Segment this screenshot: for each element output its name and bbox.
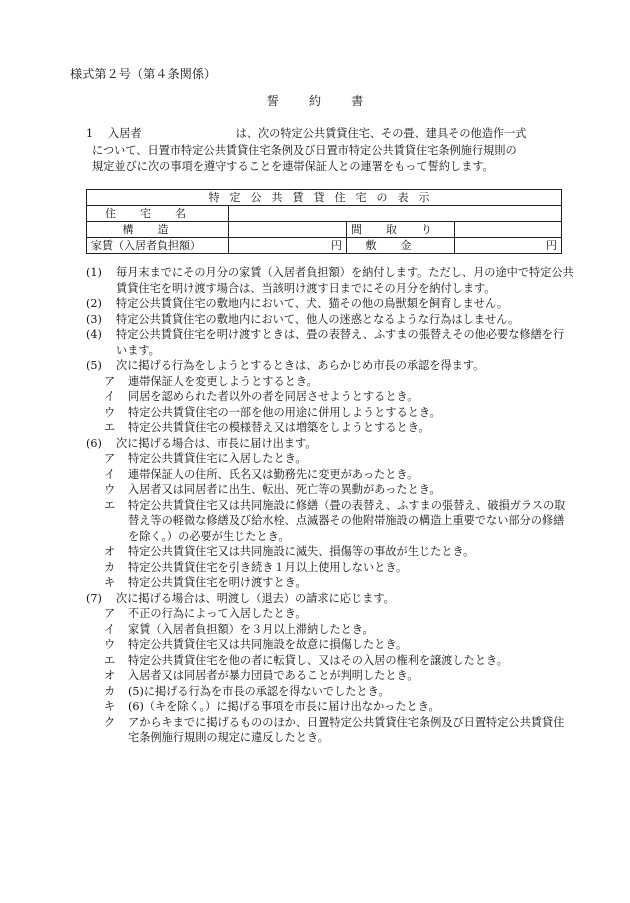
condition-subitem xyxy=(104,715,574,746)
condition-subitem-label: ク xyxy=(104,715,116,729)
condition-subitem-label: ア xyxy=(104,374,116,388)
condition-item-text: 次に掲げる場合は、市長に届け出ます。 xyxy=(116,436,317,450)
condition-subitem xyxy=(104,637,574,653)
condition-subitem-text: 特定公共賃貸住宅の一部を他の用途に併用しようとするとき。 xyxy=(128,405,441,419)
condition-subitem-text: 連帯保証人の住所、氏名又は勤務先に変更があったとき。 xyxy=(128,467,419,481)
condition-subitem xyxy=(104,575,574,591)
condition-item-text: 次に掲げる場合は、明渡し（退去）の請求に応じます。 xyxy=(116,591,395,605)
condition-item-label: (2) xyxy=(86,297,102,310)
condition-item-text: 毎月末までにその月分の家賃（入居者負担額）を納付します。ただし、月の途中で特定公共賃貸住宅を明け渡す場合は、当該明け渡す日までにその月分を納付します。 xyxy=(116,266,574,295)
condition-subitem-text: アからキまでに掲げるもののほか、日置特定公共賃貸住宅条例及び日置特定公共賃貸住宅条例施行規則の規定に違反したとき。 xyxy=(128,715,565,744)
condition-subitem xyxy=(104,405,574,421)
condition-item-label: (7) xyxy=(86,591,102,605)
condition-subitem xyxy=(104,451,574,467)
condition-subitem-text: 連帯保証人を変更しようとするとき。 xyxy=(128,374,318,388)
condition-item xyxy=(86,327,574,358)
condition-item-label: (6) xyxy=(86,436,102,450)
condition-subitem xyxy=(104,653,574,669)
condition-item-label: (1) xyxy=(86,266,102,279)
condition-item xyxy=(86,265,574,296)
condition-subitem xyxy=(104,622,574,638)
condition-subitem-label: エ xyxy=(104,653,116,667)
address-label: 住宅名 xyxy=(87,206,229,222)
condition-subitem-text: 入居者又は同居者が暴力団員であることが判明したとき。 xyxy=(128,669,419,682)
condition-subitem xyxy=(104,699,574,715)
condition-item-text: 特定公共賃貸住宅の敷地内において、他人の迷惑となるような行為はしません。 xyxy=(116,312,520,326)
intro-line-3: 規定並びに次の事項を遵守することを連帯保証人との連署をもって誓約します。 xyxy=(92,160,494,174)
condition-subitem-text: 不正の行為によって入居したとき。 xyxy=(128,607,307,620)
condition-item xyxy=(86,436,574,452)
condition-subitem-label: イ xyxy=(104,390,116,403)
condition-subitem-text: 特定公共賃貸住宅の模様替え又は増築をしようとするとき。 xyxy=(128,421,430,434)
intro-text-1: は、次の特定公共賃貸住宅、その畳、建具その他造作一式 xyxy=(235,127,527,140)
condition-subitem-text: 特定公共賃貸住宅又は共同施設を故意に損傷したとき。 xyxy=(128,638,408,651)
condition-subitem-text: 特定公共賃貸住宅を引き続き１月以上使用しないとき。 xyxy=(128,560,408,574)
structure-label: 構造 xyxy=(87,222,229,238)
table-heading: 特定公共賃貸住宅の表示 xyxy=(87,190,562,206)
condition-subitem-label: イ xyxy=(104,467,116,481)
intro-line-2: について、日置市特定公共賃貸住宅条例及び日置市特定公共賃貸住宅条例施行規則の xyxy=(92,143,517,157)
rent-label: 家賃（入居者負担額） xyxy=(87,238,229,254)
conditions-list xyxy=(86,265,574,746)
condition-subitem xyxy=(104,668,574,684)
intro-paragraph xyxy=(78,126,572,176)
condition-item-label: (5) xyxy=(86,359,102,372)
layout-label: 間取り xyxy=(347,222,455,238)
condition-item xyxy=(86,296,574,312)
deposit-label: 敷金 xyxy=(347,238,455,254)
condition-item-label: (3) xyxy=(86,312,102,326)
condition-subitem-label: ウ xyxy=(104,405,116,419)
deposit-unit[interactable]: 円 xyxy=(455,238,562,254)
condition-item xyxy=(86,358,574,374)
condition-subitem-label: ア xyxy=(104,607,116,620)
condition-subitem-text: 特定公共賃貸住宅を明け渡すとき。 xyxy=(128,576,307,589)
condition-subitem-label: エ xyxy=(104,421,116,434)
condition-subitem xyxy=(104,498,574,545)
structure-value[interactable] xyxy=(229,222,347,238)
condition-subitem-text: 入居者又は同居者に出生、転出、死亡等の異動があったとき。 xyxy=(128,483,441,496)
condition-subitem-label: エ xyxy=(104,498,116,512)
condition-subitem-label: ウ xyxy=(104,638,116,651)
intro-number: 1 xyxy=(86,127,94,140)
condition-subitem-label: オ xyxy=(104,669,116,682)
condition-subitem-label: ア xyxy=(104,452,116,465)
rent-unit[interactable]: 円 xyxy=(229,238,347,254)
condition-subitem xyxy=(104,544,574,560)
address-value[interactable] xyxy=(229,206,562,222)
condition-subitem xyxy=(104,374,574,390)
condition-subitem xyxy=(104,606,574,622)
condition-subitem-text: 特定公共賃貸住宅又は共同施設に滅失、損傷等の事故が生じたとき。 xyxy=(128,545,475,558)
condition-subitem-text: 家賃（入居者負担額）を３月以上滞納したとき。 xyxy=(128,622,374,636)
intro-line-1 xyxy=(78,126,572,143)
condition-item xyxy=(86,312,574,328)
condition-subitem xyxy=(104,482,574,498)
condition-subitem xyxy=(104,560,574,576)
document-title: 誓約書 xyxy=(266,94,394,108)
condition-subitem-text: (6)（キを除く。）に掲げる事項を市長に届け出なかったとき。 xyxy=(128,700,440,713)
condition-subitem-text: 同居を認められた者以外の者を同居させようとするとき。 xyxy=(128,390,419,403)
form-number: 様式第２号（第４条関係） xyxy=(70,67,217,81)
condition-subitem-label: ウ xyxy=(104,483,116,496)
condition-subitem-label: カ xyxy=(104,560,116,574)
condition-subitem-text: 特定公共賃貸住宅又は共同施設に修繕（畳の表替え、ふすまの張替え、破損ガラスの取替え等の軽微な修繕及び給水栓、点滅器その他附帯施設の構造上重要でない部分の修繕を除く。）の必要が生じたとき。 xyxy=(128,498,566,543)
condition-subitem-text: (5)に掲げる行為を市長の承認を得ないでしたとき。 xyxy=(128,684,390,698)
condition-item xyxy=(86,591,574,607)
condition-subitem xyxy=(104,420,574,436)
condition-item-text: 特定公共賃貸住宅を明け渡すときは、畳の表替え、ふすまの張替えその他必要な修繕を行います。 xyxy=(116,328,565,357)
condition-subitem-label: カ xyxy=(104,684,116,698)
condition-item-text: 次に掲げる行為をしようとするときは、あらかじめ市長の承認を得ます。 xyxy=(116,359,485,372)
condition-subitem-label: キ xyxy=(104,576,116,589)
condition-subitem-text: 特定公共賃貸住宅を他の者に転貸し、又はその入居の権利を譲渡したとき。 xyxy=(128,653,508,667)
condition-subitem-text: 特定公共賃貸住宅に入居したとき。 xyxy=(128,452,307,465)
condition-subitem xyxy=(104,467,574,483)
layout-value[interactable] xyxy=(455,222,562,238)
housing-info-table xyxy=(86,189,562,254)
condition-subitem-label: キ xyxy=(104,700,116,713)
condition-subitem xyxy=(104,684,574,700)
condition-item-text: 特定公共賃貸住宅の敷地内において、犬、猫その他の鳥獣類を飼育しません。 xyxy=(116,297,509,310)
condition-subitem-label: イ xyxy=(104,622,116,636)
condition-subitem xyxy=(104,389,574,405)
resident-label: 入居者 xyxy=(108,127,142,140)
condition-subitem-label: オ xyxy=(104,545,116,558)
condition-item-label: (4) xyxy=(86,328,102,341)
